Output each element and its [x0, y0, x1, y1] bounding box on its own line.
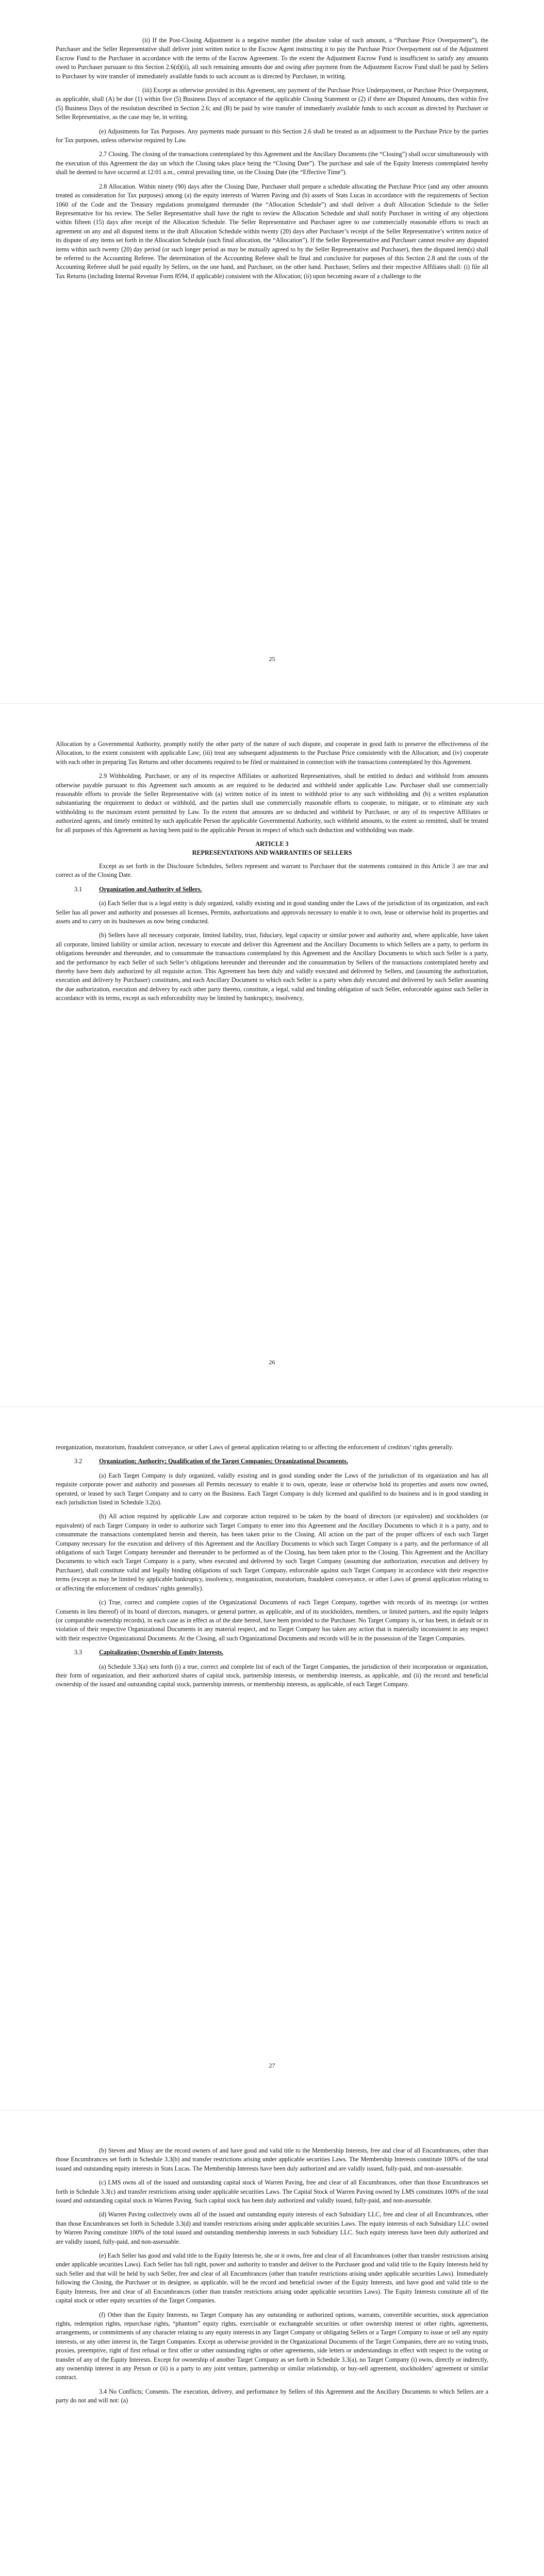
section-heading — [56, 885, 488, 894]
paragraph: reorganization, moratorium, fraudulent conveyance, or other Laws of general application relating to or affecting the enforcement of creditors’ rights generally. — [56, 1444, 454, 1451]
paragraph: 3.4 No Conflicts; Consents. The execution, delivery, and performance by Sellers of this Agreement and the Ancillary Documents to which Sellers are a party do not and will not: (a) — [56, 2387, 488, 2404]
article-heading — [56, 840, 488, 858]
paragraph: (b) Steven and Missy are the record owners of and have good and valid title to the Membership Interests, free and clear of all Encumbrances, other than those Encumbrances set forth in Schedule 3.3(b) and transfer restrictions arising under applicable securities Laws. The Membership Interests constitute 100% of the total issued and outstanding equity interests in Stats Lucas. The Membership Interests have been duly authorized and are validly issued, fully-paid, and non-assessable. — [56, 2147, 488, 2172]
paragraph: (a) Each Seller that is a legal entity is duly organized, validly existing and in good standing under the Laws of the jurisdiction of its organization, and each Seller has all power and authority and possesses all licenses, Permits, authorizations and approvals necessary to enable it to own, lease or otherwise hold its properties and assets and to carry on its businesses as now being conducted. — [56, 900, 488, 925]
paragraph: Allocation by a Governmental Authority, promptly notify the other party of the nature of such dispute, and cooperate in good faith to preserve the effectiveness of the Allocation, to the extent consistent with applicable Law; (iii) treat any subsequent adjustments to the Purchase Price consistently with the Allocation; and (iv) cooperate with each other in preparing Tax Returns and other documents required to be filed or maintained in connection with the transactions contemplated by this Agreement. — [56, 740, 488, 766]
paragraph: (f) Other than the Equity Interests, no Target Company has any outstanding or authorized options, warrants, convertible securities, stock appreciation rights, redemption rights, repurchase rights, “phantom” equity rights, exercisable or exchangeable securities or other ownership interest or other rights, agreements, arrangements, or commitments of any character relating to any equity interests in any Target Company or obligating Sellers or a Target Company to issue or sell any equity interests, or any other interest in, the Target Companies. Except as otherwise provided in the Organizational Documents of the Target Companies, there are no voting trusts, proxies, preemptive, right of first refusal or first offer or other outstanding rights or other agreements, side letters or understandings in effect with respect to the voting or transfer of any of the Equity Interests. Except for ownership of another Target Company as set forth in Schedule 3.3(a), no Target Company (i) owns, directly or indirectly, any ownership interest in any Person or (ii) is a party to any joint venture, partnership or similar relationship, or buy-sell agreement, stockholders’ agreement or similar contract. — [56, 2311, 488, 2381]
page-number: 26 — [269, 1359, 275, 1366]
paragraph: (iii) Except as otherwise provided in this Agreement, any payment of the Purchase Price Underpayment, or Purchase Price Overpayment, as applicable, shall (A) be due (1) within five (5) Business Days of acceptance of the applicable Closing Statement or (2) if there are Disputed Amounts, then within five (5) Business Days of the resolution described in Section 2.6; and (B) be paid by wire transfer of immediately available funds to such account as directed by Purchaser or Seller Representative, as the case may be, in writing. — [56, 87, 488, 121]
page-28 — [0, 2110, 544, 2576]
section-heading — [56, 1457, 488, 1466]
paragraph: (a) Schedule 3.3(a) sets forth (i) a true, correct and complete list of each of the Target Companies, the jurisdiction of their incorporation or organization, their form of organization, and their authorized shares of capital stock, partnership interests, or membership interests, as applicable, and (ii) the record and beneficial ownership of the issued and outstanding capital stock, partnership interests, or membership interests, as applicable, of each Target Company. — [56, 1663, 488, 1688]
paragraph: (e) Each Seller has good and valid title to the Equity Interests he, she or it owns, free and clear of all Encumbrances (other than transfer restrictions arising under applicable securities Laws). Each Seller has full right, power and authority to transfer and deliver to the Purchaser good and valid title to the Equity Interests held by such Seller and that will be held by such Seller, free and clear of all Encumbrances (other than transfer restrictions arising under applicable securities Laws). Immediately following the Closing, the Purchaser or its designee, as applicable, will be the record and beneficial owner of the Equity Interests, and have good and valid title to the Equity Interests, free and clear of all Encumbrances (other than transfer restrictions arising under applicable securities Laws). The Equity Interests constitute all of the capital stock or other equity securities of the Target Companies. — [56, 2252, 488, 2304]
paragraph: 2.9 Withholding. Purchaser, or any of its respective Affiliates or authorized Representatives, shall be entitled to deduct and withhold from amounts otherwise payable pursuant to this Agreement such amounts as are required to be deducted and withheld under applicable Law. Purchaser shall use commercially reasonable efforts to provide the Seller Representative with (a) written notice of its intent to withhold prior to any such withholding and (b) a written explanation substantiating the requirement to deduct or withhold, and the parties shall use commercially reasonable efforts to cooperate, to mitigate, or to eliminate any such withholding to the maximum extent permitted by Law. To the extent that amounts are so deducted and withheld by Purchaser, or any of its respective Affiliates or authorized agents, and timely remitted by such applicable Person the applicable Governmental Authority, such withheld amounts, to the extent so remitted, shall be treated for all purposes of this Agreement as having been paid to the applicable Person in respect of which such deduction and withholding was made. — [56, 772, 488, 834]
paragraph: 2.8 Allocation. Within ninety (90) days after the Closing Date, Purchaser shall prepare a schedule allocating the Purchase Price (and any other amounts treated as consideration for Tax purposes) among (a) the equity interests of Warren Paving and (b) assets of Stats Lucas in accordance with the requirements of Section 1060 of the Code and the Treasury regulations promulgated thereunder (the “Allocation Schedule”) and shall deliver a draft Allocation Schedule to the Seller Representative for his review. The Seller Representative shall have the right to review the Allocation Schedule and shall notify Purchaser in writing of any objections within fifteen (15) days after receipt of the Allocation Schedule. The Seller Representative and Purchaser agree to use commercially reasonable efforts to reach an agreement on any and all disputed items in the draft Allocation Schedule within twenty (20) days after Purchaser’s receipt of the Seller Representative’s written notice of its dispute of any items set forth in the Allocation Schedule (such final allocation, the “Allocation”). If the Seller Representative and Purchaser cannot resolve any disputed items within such twenty (20) day period (or such longer period as may be mutually agreed to by the Seller Representative and Purchaser), then the disputed item(s) shall be referred to the Accounting Referee. The determination of the Accounting Referee shall be final and conclusive for purposes of this Section 2.8 and the costs of the Accounting Referee shall be paid equally by Sellers, on the one hand, and Purchaser, on the other hand. Purchaser, Sellers and their respective Affiliates shall: (i) file all Tax Returns (including Internal Revenue Form 8594, if applicable) consistent with the Allocation; (ii) upon becoming aware of a challenge to the — [56, 182, 488, 280]
article-title: REPRESENTATIONS AND WARRANTIES OF SELLERS — [192, 849, 352, 857]
page-25 — [0, 0, 544, 703]
paragraph: (d) Warren Paving collectively owns all of the issued and outstanding equity interests of each Subsidiary LLC, free and clear of all Encumbrances, other than those Encumbrances set forth in Schedule 3.3(d) and transfer restrictions arising under applicable securities Laws. The equity interests of each Subsidiary LLC owned by Warren Paving constitute 100% of the total issued and outstanding membership interests in such Subsidiary LLC. Such equity interests have been duly authorized and are validly issued, fully-paid, and non-assessable. — [56, 2211, 488, 2245]
paragraph: (c) True, correct and complete copies of the Organizational Documents of each Target Company, together with records of its meetings (or written Consents in lieu thereof) of its board of directors, managers, or general partner, as applicable, and of its stockholders, members, or limited partners, and the equity ledgers (or comparable ownership records), in each case as in effect as of the date hereof, have been provided to the Purchaser. No Target Company is, or has been, in default or in violation of their respective Organizational Documents in any material respect, and no Target Company has taken any action that is materially inconsistent in any respect with their respective Organizational Documents. At the Closing, all such Organizational Documents and records will be in the possession of the Target Companies. — [56, 1599, 488, 1642]
paragraph: 2.7 Closing. The closing of the transactions contemplated by this Agreement and the Ancillary Documents (the “Closing”) shall occur simultaneously with the execution of this Agreement the day on which the Closing takes place being the “Closing Date”). The purchase and sale of the Equity Interests contemplated hereby shall be deemed to have occurred at 12:01 a.m., central prevailing time, on the Closing Date (the “Effective Time”). — [56, 150, 488, 176]
section-title: Capitalization; Ownership of Equity Interests. — [99, 1649, 224, 1656]
paragraph: Except as set forth in the Disclosure Schedules, Sellers represent and warrant to Purchaser that the statements contained in this Article 3 are true and correct as of the Closing Date. — [56, 862, 488, 879]
page-number: 27 — [269, 2062, 275, 2069]
paragraph: (b) All action required by applicable Law and corporate action required to be taken by the board of directors (or equivalent) and stockholders (or equivalent) of each Target Company in order to authorize such Target Company to enter into this Agreement and the Ancillary Documents to which it is a party, and to consummate the transactions contemplated herein and therein, has been taken prior to the Closing. All action on the part of the proper officers of each such Target Company necessary for the execution and delivery of this Agreement and the Ancillary Documents to which such Target Company is a party, and the performance of all obligations of such Target Company hereunder and thereunder to be performed as of the Closing, has been taken prior to the Closing. This Agreement and the Ancillary Documents to which each Target Company is a party, when executed and delivered by such Target Company (assuming due authorization, execution and delivery by Purchaser), shall constitute valid and legally binding obligations of such Target Company, enforceable against such Target Company in accordance with their respective terms (except as may be limited by applicable bankruptcy, insolvency, reorganization, moratorium, fraudulent conveyance, or other Laws of general application relating to or affecting the enforcement of creditors’ rights generally). — [56, 1513, 488, 1592]
paragraph: (e) Adjustments for Tax Purposes. Any payments made pursuant to this Section 2.6 shall be treated as an adjustment to the Purchase Price by the parties for Tax purposes, unless otherwise required by Law. — [56, 127, 488, 144]
paragraph: (c) LMS owns all of the issued and outstanding capital stock of Warren Paving, free and clear of all Encumbrances, other than those Encumbrances set forth in Schedule 3.3(c) and transfer restrictions arising under applicable securities Laws. The Capital Stock of Warren Paving owned by LMS constitutes 100% of the total issued and outstanding capital stock in Warren Paving. Such capital stock has been duly authorized and validly issued, fully-paid, and non-assessable. — [56, 2179, 488, 2205]
page-26 — [0, 703, 544, 1406]
section-title: Organization; Authority; Qualification of the Target Companies; Organizational Documents. — [99, 1458, 349, 1465]
section-heading — [56, 1648, 488, 1657]
paragraph: (a) Each Target Company is duly organized, validly existing and in good standing under the Laws of the jurisdiction of its organization and has all requisite corporate power and authority and possesses all Permits necessary to enable it to own, operate, lease or otherwise hold its properties and assets now owned, operated, or leased by such Target Company and to carry on the Business. Each Target Company is duly licensed and qualified to do business and is in good standing in each jurisdiction listed in Schedule 3.2(a). — [56, 1471, 488, 1506]
paragraph: (b) Sellers have all necessary corporate, limited liability, trust, fiduciary, legal capacity or similar power and authority and, where applicable, have taken all corporate, limited liability or similar action, necessary to execute and deliver this Agreement and the Ancillary Documents to which Sellers are a party, to perform its obligations hereunder and thereunder, and to consummate the transactions contemplated by this Agreement and the Ancillary Documents to which such Seller is a party, and the performance by each Seller of such Seller’s obligations hereunder and thereunder and the consummation by Sellers of the transactions contemplated hereby and thereby have been duly authorized by all requisite action. This Agreement has been duly and validly executed and delivered by Sellers, and (assuming the authorization, execution and delivery by Purchaser) constitutes, and each Ancillary Document to which each Seller is a party when duly executed and delivered by such Seller assuming the due authorization, execution and delivery by each other party thereto, constitute, a legal, valid and binding obligation of such Seller, enforceable against such Seller in accordance with its terms, except as such enforceability may be limited by bankruptcy, insolvency, — [56, 931, 488, 1002]
section-number: 3.2 — [74, 1458, 83, 1465]
section-number: 3.3 — [74, 1649, 83, 1656]
page-27 — [0, 1406, 544, 2110]
article-number: ARTICLE 3 — [255, 840, 289, 848]
page-number: 25 — [269, 655, 275, 663]
section-number: 3.1 — [74, 885, 83, 893]
paragraph: (ii) If the Post-Closing Adjustment is a negative number (the absolute value of such amount, a “Purchase Price Overpayment”), the Purchaser and the Seller Representative shall deliver joint written notice to the Escrow Agent instructing it to pay the Purchase Price Overpayment out of the Adjustment Escrow Fund to the Purchaser in accordance with the terms of the Escrow Agreement. To the extent the Adjustment Escrow Fund is insufficient to satisfy any amounts owed to Purchaser pursuant to this Section 2.6(d)(ii), all such remaining amounts due and owing after payment from the Adjustment Escrow Fund shall be paid by Sellers to Purchaser by wire transfer of immediately available funds to such account as is directed by Purchaser, in writing. — [56, 37, 488, 80]
section-title: Organization and Authority of Sellers. — [99, 885, 202, 893]
